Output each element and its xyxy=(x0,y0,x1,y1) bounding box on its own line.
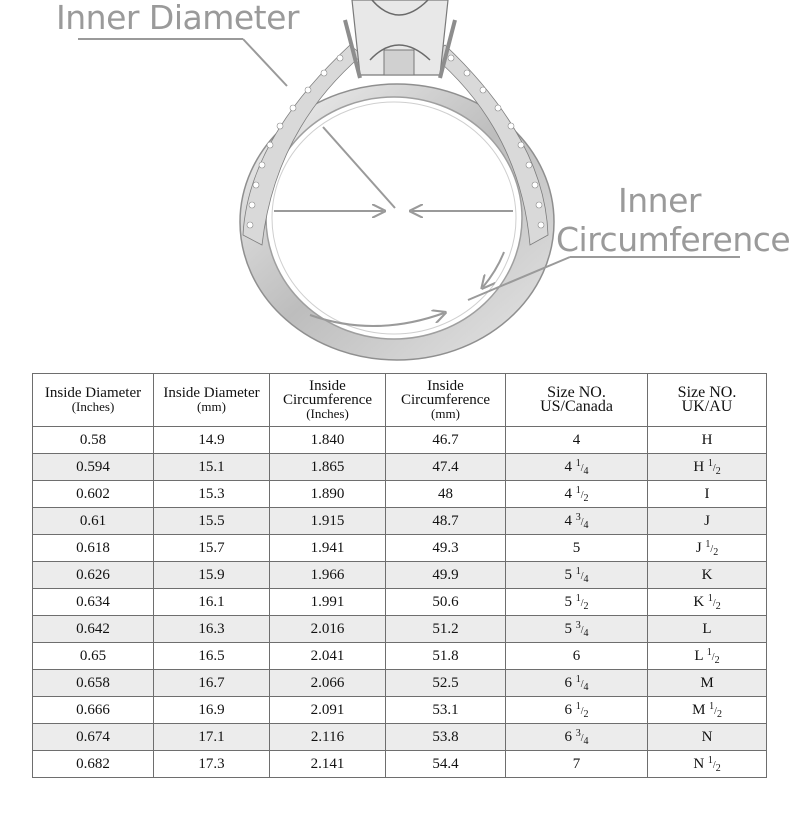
table-row xyxy=(33,481,767,508)
table-row xyxy=(33,589,767,616)
cell-c-in: 2.016 xyxy=(270,616,386,643)
size-whole: 6 xyxy=(572,647,581,664)
size-whole: N xyxy=(701,728,713,745)
header-main2: Circumference xyxy=(282,392,373,408)
size-whole: 5 xyxy=(564,566,572,583)
cell-d-in: 0.618 xyxy=(33,535,154,562)
cell-size-uk xyxy=(648,508,767,535)
size-whole: M xyxy=(692,701,706,718)
cell-c-mm: 47.4 xyxy=(386,454,506,481)
size-whole: K xyxy=(701,566,713,583)
setting-head xyxy=(345,0,455,78)
cell-size-us xyxy=(506,589,648,616)
table-row xyxy=(33,697,767,724)
cell-d-mm: 16.3 xyxy=(154,616,270,643)
header-main: Size NO. xyxy=(547,384,606,401)
cell-size-us xyxy=(506,616,648,643)
table-row xyxy=(33,724,767,751)
cell-d-mm: 16.5 xyxy=(154,643,270,670)
size-fraction: $^1/_2$ xyxy=(707,592,721,612)
size-whole: J xyxy=(704,512,710,529)
cell-size-us xyxy=(506,724,648,751)
size-fraction: $^1/_2$ xyxy=(707,457,721,477)
cell-d-in: 0.634 xyxy=(33,589,154,616)
cell-size-us xyxy=(506,427,648,454)
cell-size-uk xyxy=(648,751,767,778)
table-row xyxy=(33,751,767,778)
cell-c-mm: 49.3 xyxy=(386,535,506,562)
cell-c-mm: 53.8 xyxy=(386,724,506,751)
size-whole: H xyxy=(693,458,705,475)
cell-size-uk xyxy=(648,670,767,697)
cell-d-in: 0.61 xyxy=(33,508,154,535)
size-fraction: $^1/_2$ xyxy=(575,484,589,504)
header-sub: (Inches) xyxy=(306,406,349,421)
size-whole: 6 xyxy=(564,674,572,691)
header-sub: UK/AU xyxy=(681,398,733,415)
cell-size-uk xyxy=(648,454,767,481)
cell-size-uk xyxy=(648,589,767,616)
size-fraction: $^1/_2$ xyxy=(575,592,589,612)
cell-c-mm: 48 xyxy=(386,481,506,508)
size-whole: 6 xyxy=(564,728,572,745)
cell-c-mm: 51.2 xyxy=(386,616,506,643)
header-main: Inside Diameter xyxy=(44,385,142,401)
cell-d-in: 0.642 xyxy=(33,616,154,643)
cell-d-mm: 16.7 xyxy=(154,670,270,697)
cell-c-in: 1.991 xyxy=(270,589,386,616)
table-row xyxy=(33,508,767,535)
cell-size-uk xyxy=(648,697,767,724)
cell-d-mm: 15.7 xyxy=(154,535,270,562)
size-whole: 7 xyxy=(572,755,581,772)
cell-d-mm: 15.9 xyxy=(154,562,270,589)
cell-c-in: 2.041 xyxy=(270,643,386,670)
size-whole: H xyxy=(701,431,713,448)
cell-c-mm: 54.4 xyxy=(386,751,506,778)
cell-size-uk xyxy=(648,562,767,589)
cell-c-in: 1.865 xyxy=(270,454,386,481)
size-whole: 5 xyxy=(564,620,572,637)
size-whole: I xyxy=(704,485,710,502)
cell-c-in: 1.941 xyxy=(270,535,386,562)
size-whole: 5 xyxy=(564,593,572,610)
table-row xyxy=(33,562,767,589)
cell-d-in: 0.626 xyxy=(33,562,154,589)
cell-d-in: 0.666 xyxy=(33,697,154,724)
cell-c-mm: 51.8 xyxy=(386,643,506,670)
header-main: Inside xyxy=(309,378,346,394)
cell-size-us xyxy=(506,670,648,697)
header-main2: Circumference xyxy=(400,392,491,408)
size-whole: K xyxy=(693,593,705,610)
cell-c-mm: 50.6 xyxy=(386,589,506,616)
table-row xyxy=(33,535,767,562)
cell-size-us xyxy=(506,535,648,562)
size-whole: M xyxy=(700,674,714,691)
size-fraction: $^1/_2$ xyxy=(705,538,719,558)
inner-circumference-label-line1: Inner xyxy=(618,181,701,220)
header-sub: US/Canada xyxy=(540,398,613,415)
header-size-uk xyxy=(648,374,767,427)
size-whole: 4 xyxy=(564,458,572,475)
header-main: Inside xyxy=(427,378,464,394)
size-whole: J xyxy=(695,539,702,556)
cell-d-in: 0.658 xyxy=(33,670,154,697)
cell-size-uk xyxy=(648,535,767,562)
table-row xyxy=(33,454,767,481)
cell-d-mm: 17.1 xyxy=(154,724,270,751)
ring-size-table xyxy=(32,373,767,778)
cell-size-uk xyxy=(648,427,767,454)
cell-c-in: 2.091 xyxy=(270,697,386,724)
cell-d-mm: 15.1 xyxy=(154,454,270,481)
cell-size-us xyxy=(506,643,648,670)
inner-diameter-label: Inner Diameter xyxy=(56,0,299,37)
cell-size-us xyxy=(506,508,648,535)
cell-size-uk xyxy=(648,724,767,751)
table-body xyxy=(33,427,767,778)
cell-c-mm: 46.7 xyxy=(386,427,506,454)
cell-c-in: 1.890 xyxy=(270,481,386,508)
size-whole: L xyxy=(694,647,704,664)
cell-size-uk xyxy=(648,616,767,643)
cell-d-mm: 16.1 xyxy=(154,589,270,616)
size-fraction: $^1/_2$ xyxy=(707,754,721,774)
header-sub: (Inches) xyxy=(71,399,115,414)
header-main: Size NO. xyxy=(677,384,737,401)
cell-c-in: 1.966 xyxy=(270,562,386,589)
cell-d-in: 0.602 xyxy=(33,481,154,508)
size-whole: 4 xyxy=(564,485,572,502)
header-sub: (mm) xyxy=(197,399,226,414)
cell-c-mm: 49.9 xyxy=(386,562,506,589)
cell-d-mm: 15.3 xyxy=(154,481,270,508)
cell-c-mm: 48.7 xyxy=(386,508,506,535)
cell-c-in: 1.840 xyxy=(270,427,386,454)
header-diameter-inches xyxy=(33,374,154,427)
size-whole: 4 xyxy=(564,512,572,529)
size-fraction: $^1/_2$ xyxy=(709,700,722,720)
cell-c-mm: 52.5 xyxy=(386,670,506,697)
size-whole: L xyxy=(702,620,712,637)
size-fraction: $^3/_4$ xyxy=(575,619,589,639)
header-circumference-inches xyxy=(270,374,386,427)
cell-d-in: 0.65 xyxy=(33,643,154,670)
size-whole: 6 xyxy=(564,701,572,718)
cell-c-mm: 53.1 xyxy=(386,697,506,724)
cell-c-in: 1.915 xyxy=(270,508,386,535)
size-fraction: $^1/_4$ xyxy=(575,457,589,477)
size-whole: N xyxy=(693,755,705,772)
size-fraction: $^1/_4$ xyxy=(575,565,589,585)
header-diameter-mm xyxy=(154,374,270,427)
cell-d-mm: 16.9 xyxy=(154,697,270,724)
size-fraction: $^1/_2$ xyxy=(706,646,720,666)
cell-d-mm: 14.9 xyxy=(154,427,270,454)
cell-size-us xyxy=(506,562,648,589)
cell-c-in: 2.116 xyxy=(270,724,386,751)
table-row xyxy=(33,427,767,454)
cell-size-us xyxy=(506,481,648,508)
size-whole: 5 xyxy=(572,539,581,556)
cell-size-us xyxy=(506,454,648,481)
table-row xyxy=(33,670,767,697)
size-fraction: $^1/_2$ xyxy=(575,700,589,720)
cell-d-in: 0.58 xyxy=(33,427,154,454)
header-circumference-mm xyxy=(386,374,506,427)
cell-d-in: 0.594 xyxy=(33,454,154,481)
header-main: Inside Diameter xyxy=(163,385,260,401)
cell-c-in: 2.141 xyxy=(270,751,386,778)
table-row xyxy=(33,616,767,643)
header-sub: (mm) xyxy=(431,406,460,421)
size-fraction: $^1/_4$ xyxy=(575,673,589,693)
size-fraction: $^3/_4$ xyxy=(575,511,589,531)
table-header xyxy=(33,374,767,427)
cell-size-us xyxy=(506,751,648,778)
inner-circumference-label-line2: Circumference xyxy=(556,220,791,259)
cell-size-uk xyxy=(648,481,767,508)
cell-d-mm: 17.3 xyxy=(154,751,270,778)
cell-size-uk xyxy=(648,643,767,670)
header-size-us xyxy=(506,374,648,427)
size-whole: 4 xyxy=(572,431,581,448)
cell-d-mm: 15.5 xyxy=(154,508,270,535)
table-row xyxy=(33,643,767,670)
cell-d-in: 0.682 xyxy=(33,751,154,778)
cell-d-in: 0.674 xyxy=(33,724,154,751)
cell-size-us xyxy=(506,697,648,724)
size-fraction: $^3/_4$ xyxy=(575,727,589,747)
cell-c-in: 2.066 xyxy=(270,670,386,697)
